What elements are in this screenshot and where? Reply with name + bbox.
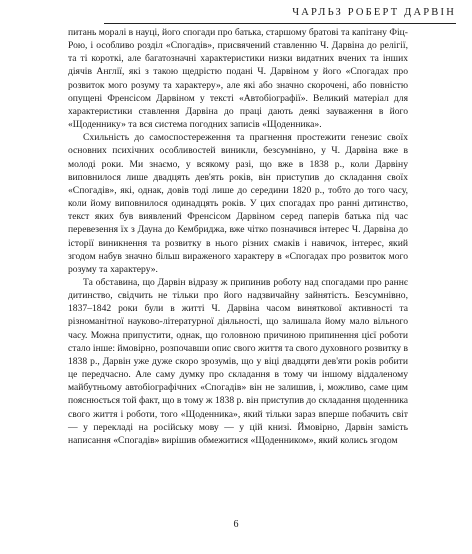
paragraph: Та обставина, що Дарвін відразу ж припинив роботу над спогадами про раннє дитинство, свідчить не тільки про його надзвичайну зайнятість. Безсумнівно, 1837–1842 роки були в житті Ч. Дарвіна часом виняткової активності та різноманітної науково-літературної діяльності, що залишала йому мало вільного часу. Можна припустити, однак, що головною причиною припинення цієї роботи стало інше: ймовірно, розпочавши опис свого життя та свого духовного розвитку в 1838 р., Дарвін уже дуже скоро зрозумів, що у віці двадцяти дев'яти років робити це передчасно. Але саму думку про складання в тому чи іншому віддаленому майбутньому автобіографічних «Спогадів» він не залишив, і, можливо, саме цим пояснюється той факт, що в тому ж 1838 р. він приступив до складання щоденника свого життя і роботи, того «Щоденника», який тільки зараз вперше побачить світ — у перекладі на російську мову — у цій книзі. Ймовірно, Дарвін замість написання «Спогадів» вирішив обмежитися «Щоденником», який колись згодом <box>68 276 408 446</box>
paragraph: Схильність до самоспостереження та прагнення простежити генезис своїх основних психічних особливостей виникли, безсумнівно, у Ч. Дарвіна вже в молоді роки. Ми знаємо, у всякому разі, що вже в 1838 р., коли Дарвіну виповнилося лише двадцять дев'ять років, він приступив до складання своїх «Спогадів», які, однак, довів тоді лише до середини 1820 р., тобто до того часу, коли йому виповнилося одинадцять років. У цих спогадах про ранні дитинство, текст яких був виявлений Френсісом Дарвіном серед паперів батька під час перевезення їх з Дауна до Кембриджа, вже чітко позначився інтерес Ч. Дарвіна до історії виникнення та розвитку в нього різних смаків і навичок, інтерес, який згодом набув значно більш вираженого характеру в «Спогадах про розвиток мого розуму та характеру». <box>68 132 408 275</box>
running-head-title: ЧАРЛЬЗ РОБЕРТ ДАРВІН <box>292 6 456 18</box>
paragraph: питань моралі в науці, його спогади про батька, старшому братові та капітану Фіц-Рою, і особливо розділ «Спогадів», присвячений ставленню Ч. Дарвіна до релігії, та ті короткі, але багатозначні характеристики низки видатних вчених та інших діячів Англії, які з такою щедрістю подані Ч. Дарвіном у його «Спогадах про розвиток мого розуму та характеру», але які або значно скорочені, або повністю опущені Френсісом Дарвіном у тексті «Автобіографії». Великий матеріал для характеристики ставлення Дарвіна до праці дають деякі зауваження в його «Щоденнику» та вся система погодних записів «Щоденника». <box>68 27 408 131</box>
body-text <box>68 26 408 447</box>
running-head <box>104 4 456 24</box>
page-number: 6 <box>233 519 239 530</box>
header-rule <box>104 23 456 24</box>
